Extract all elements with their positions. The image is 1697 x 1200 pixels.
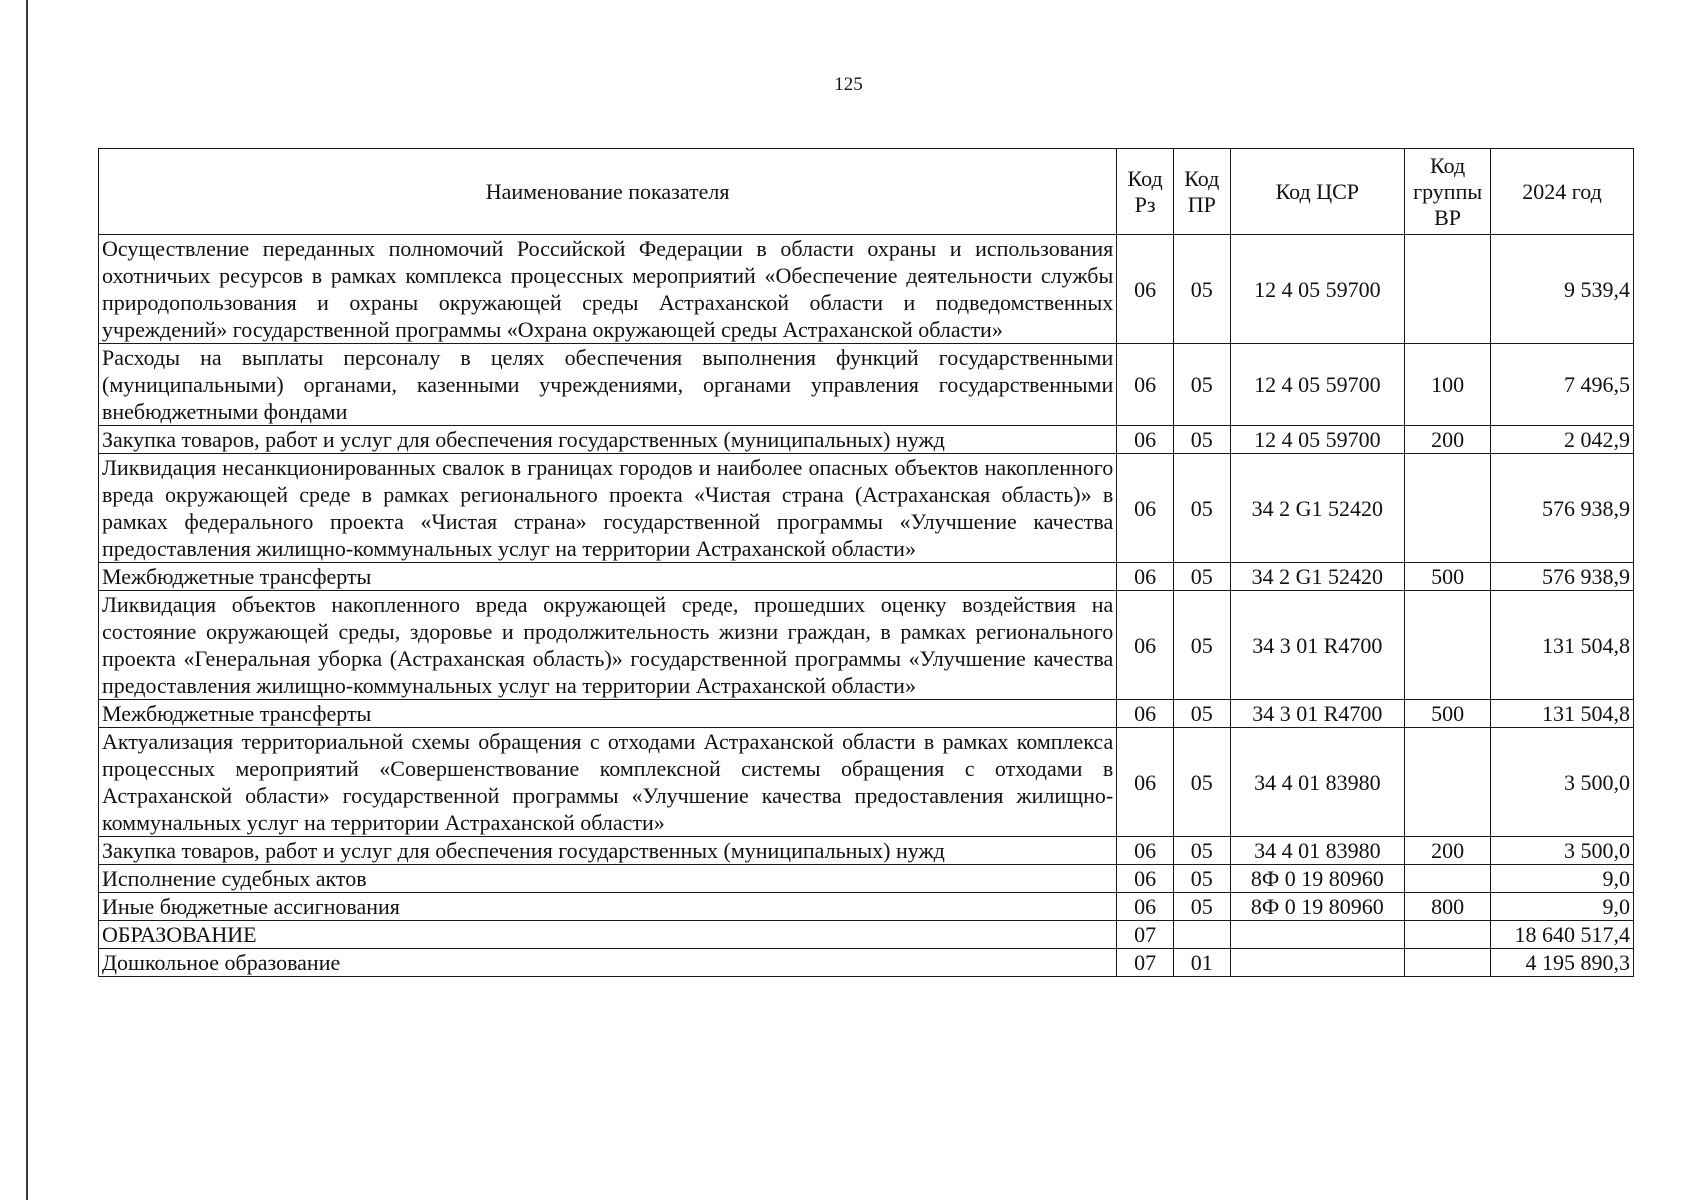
row-vr: [1405, 921, 1491, 949]
row-rz: 06: [1117, 837, 1174, 865]
row-amount: 131 504,8: [1491, 591, 1634, 700]
row-vr: 200: [1405, 426, 1491, 454]
row-amount: 3 500,0: [1491, 728, 1634, 837]
table-row: [99, 949, 1634, 977]
row-vr: 500: [1405, 563, 1491, 591]
row-name: Ликвидация объектов накопленного вреда окружающей среде, прошедших оценку воздействия на состояние окружающей среды, здоровье и продолжительность жизни граждан, в рамках регионального проекта «Генеральная уборка (Астраханская область)» государственной программы «Улучшение качества предоставления жилищно-коммунальных услуг на территории Астраханской области»: [99, 591, 1117, 700]
page-binding-line: [26, 0, 28, 1200]
row-rz: 06: [1117, 700, 1174, 728]
row-pr: 05: [1173, 865, 1230, 893]
row-amount: 3 500,0: [1491, 837, 1634, 865]
header-pr: Код ПР: [1173, 149, 1230, 235]
row-vr: [1405, 454, 1491, 563]
table-row: [99, 591, 1634, 700]
row-vr: 200: [1405, 837, 1491, 865]
row-csr: 12 4 05 59700: [1230, 426, 1404, 454]
row-pr: 05: [1173, 591, 1230, 700]
row-pr: 05: [1173, 728, 1230, 837]
header-rz: Код Рз: [1117, 149, 1174, 235]
row-csr: [1230, 921, 1404, 949]
row-vr: [1405, 235, 1491, 344]
table-row: [99, 454, 1634, 563]
row-rz: 06: [1117, 426, 1174, 454]
row-rz: 07: [1117, 949, 1174, 977]
header-year: 2024 год: [1491, 149, 1634, 235]
row-name: ОБРАЗОВАНИЕ: [99, 921, 1117, 949]
row-csr: 34 2 G1 52420: [1230, 454, 1404, 563]
row-csr: 34 3 01 R4700: [1230, 591, 1404, 700]
table-row: [99, 893, 1634, 921]
row-rz: 06: [1117, 454, 1174, 563]
row-name: Осуществление переданных полномочий Российской Федерации в области охраны и использования охотничьих ресурсов в рамках комплекса процессных мероприятий «Обеспечение деятельности службы природопользования и охраны окружающей среды Астраханской области и подведомственных учреждений» государственной программы «Охрана окружающей среды Астраханской области»: [99, 235, 1117, 344]
table-row: [99, 700, 1634, 728]
row-name: Межбюджетные трансферты: [99, 700, 1117, 728]
row-name: Иные бюджетные ассигнования: [99, 893, 1117, 921]
row-csr: 34 2 G1 52420: [1230, 563, 1404, 591]
row-vr: [1405, 865, 1491, 893]
row-pr: 05: [1173, 700, 1230, 728]
row-rz: 06: [1117, 893, 1174, 921]
row-pr: 01: [1173, 949, 1230, 977]
row-amount: 9 539,4: [1491, 235, 1634, 344]
row-amount: 18 640 517,4: [1491, 921, 1634, 949]
header-vr: Код группы ВР: [1405, 149, 1491, 235]
table-header-row: [99, 149, 1634, 235]
row-pr: 05: [1173, 235, 1230, 344]
budget-table: [98, 148, 1634, 977]
row-name: Межбюджетные трансферты: [99, 563, 1117, 591]
header-csr: Код ЦСР: [1230, 149, 1404, 235]
row-rz: 06: [1117, 591, 1174, 700]
row-csr: 8Ф 0 19 80960: [1230, 893, 1404, 921]
row-pr: 05: [1173, 563, 1230, 591]
row-pr: 05: [1173, 426, 1230, 454]
row-amount: 131 504,8: [1491, 700, 1634, 728]
row-vr: [1405, 591, 1491, 700]
row-amount: 9,0: [1491, 893, 1634, 921]
page-number: 125: [834, 74, 863, 95]
table-row: [99, 563, 1634, 591]
row-name: Закупка товаров, работ и услуг для обеспечения государственных (муниципальных) нужд: [99, 837, 1117, 865]
row-csr: 8Ф 0 19 80960: [1230, 865, 1404, 893]
row-pr: 05: [1173, 893, 1230, 921]
row-rz: 06: [1117, 865, 1174, 893]
row-amount: 576 938,9: [1491, 563, 1634, 591]
row-csr: 34 4 01 83980: [1230, 728, 1404, 837]
row-csr: 12 4 05 59700: [1230, 235, 1404, 344]
row-amount: 4 195 890,3: [1491, 949, 1634, 977]
row-name: Закупка товаров, работ и услуг для обеспечения государственных (муниципальных) нужд: [99, 426, 1117, 454]
row-pr: [1173, 921, 1230, 949]
row-name: Актуализация территориальной схемы обращения с отходами Астраханской области в рамках комплекса процессных мероприятий «Совершенствование комплексной системы обращения с отходами в Астраханской области» государственной программы «Улучшение качества предоставления жилищно-коммунальных услуг на территории Астраханской области»: [99, 728, 1117, 837]
row-vr: [1405, 949, 1491, 977]
row-rz: 06: [1117, 235, 1174, 344]
row-amount: 576 938,9: [1491, 454, 1634, 563]
table-row: [99, 235, 1634, 344]
row-vr: [1405, 728, 1491, 837]
table-row: [99, 921, 1634, 949]
row-amount: 7 496,5: [1491, 344, 1634, 426]
table-row: [99, 865, 1634, 893]
row-csr: 34 3 01 R4700: [1230, 700, 1404, 728]
row-pr: 05: [1173, 837, 1230, 865]
table-row: [99, 344, 1634, 426]
row-csr: 34 4 01 83980: [1230, 837, 1404, 865]
row-amount: 2 042,9: [1491, 426, 1634, 454]
table-row: [99, 837, 1634, 865]
row-pr: 05: [1173, 344, 1230, 426]
row-rz: 06: [1117, 563, 1174, 591]
row-csr: [1230, 949, 1404, 977]
row-name: Дошкольное образование: [99, 949, 1117, 977]
row-amount: 9,0: [1491, 865, 1634, 893]
row-vr: 800: [1405, 893, 1491, 921]
row-rz: 06: [1117, 344, 1174, 426]
row-pr: 05: [1173, 454, 1230, 563]
row-rz: 06: [1117, 728, 1174, 837]
row-name: Исполнение судебных актов: [99, 865, 1117, 893]
row-vr: 100: [1405, 344, 1491, 426]
row-csr: 12 4 05 59700: [1230, 344, 1404, 426]
table-row: [99, 728, 1634, 837]
row-name: Ликвидация несанкционированных свалок в границах городов и наиболее опасных объектов накопленного вреда окружающей среде в рамках регионального проекта «Чистая страна (Астраханская область)» в рамках федерального проекта «Чистая страна» государственной программы «Улучшение качества предоставления жилищно-коммунальных услуг на территории Астраханской области»: [99, 454, 1117, 563]
header-name: Наименование показателя: [99, 149, 1117, 235]
row-rz: 07: [1117, 921, 1174, 949]
row-vr: 500: [1405, 700, 1491, 728]
row-name: Расходы на выплаты персоналу в целях обеспечения выполнения функций государственными (муниципальными) органами, казенными учреждениями, органами управления государственными внебюджетными фондами: [99, 344, 1117, 426]
table-row: [99, 426, 1634, 454]
